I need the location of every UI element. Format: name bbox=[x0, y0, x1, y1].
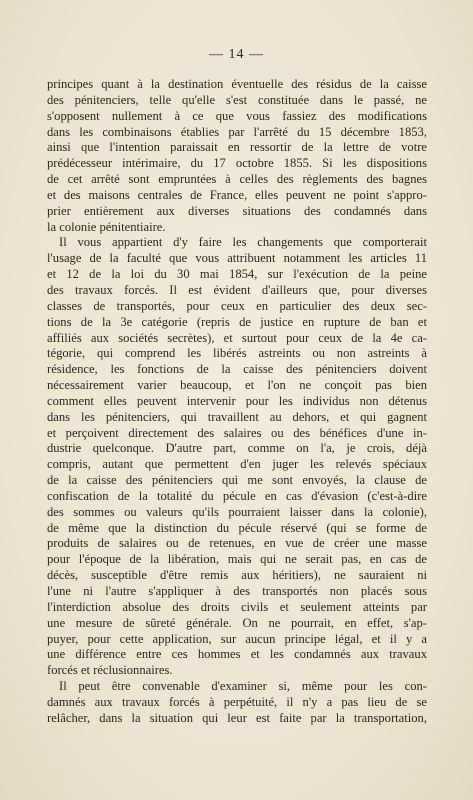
text-line: dans les combinaisons établies par l'arrêté du 15 décembre 1853, bbox=[47, 124, 427, 139]
text-line: nécessairement varier beaucoup, et l'on ne conçoit pas bien bbox=[47, 378, 427, 393]
text-line: tions de la 3e catégorie (repris de justice en rupture de ban et bbox=[47, 314, 427, 329]
text-line: comment elles peuvent intervenir pour les individus non détenus bbox=[47, 393, 427, 408]
text-line: produits de salaires ou de retenues, en vue de créer une masse bbox=[47, 536, 427, 551]
text-line: principes quant à la destination éventuelle des résidus de la caisse bbox=[47, 77, 427, 91]
text-line: confiscation de la totalité du pécule en cas d'évasion (c'est-à-dire bbox=[47, 488, 427, 503]
text-line: de cet arrêté sont empruntées à celles des règlements des bagnes bbox=[47, 172, 427, 187]
text-line: des pénitenciers, telle qu'elle s'est constituée dans le passé, ne bbox=[47, 92, 427, 107]
text-line: classes de transportés, pour ceux en particulier des deux sec- bbox=[47, 298, 427, 313]
text-line: tégorie, qui comprend les libérés astreints ou non astreints à bbox=[47, 346, 427, 361]
text-line: une différence entre ces hommes et les condamnés aux travaux bbox=[47, 647, 427, 662]
page-number: — 14 — bbox=[209, 47, 264, 62]
text-line: compris, autant que permettent d'en juger les relevés spéciaux bbox=[47, 457, 427, 472]
text-line: et 12 de la loi du 30 mai 1854, sur l'exécution de la peine bbox=[47, 267, 427, 282]
text-line: l'usage de la faculté que vous attribuent notamment les articles 11 bbox=[47, 251, 427, 266]
text-line: puyer, pour cette application, sur aucun principe légal, et il y a bbox=[47, 631, 427, 646]
text-line: de la caisse des pénitenciers qui me sont envoyés, la clause de bbox=[47, 473, 427, 488]
text-line: de même que la distinction du pécule réservé (qui se forme de bbox=[47, 520, 427, 535]
text-line: la colonie pénitentiaire. bbox=[47, 219, 166, 234]
text-line: l'une ni l'autre s'appliquer à des transportés non placés sous bbox=[47, 584, 427, 598]
text-line: et perçoivent directement des salaires ou des bénéfices d'une in- bbox=[47, 425, 427, 440]
text-line: prier entièrement aux diverses situations des condamnés dans bbox=[47, 203, 427, 218]
text-line: Il peut être convenable d'examiner si, même pour les con- bbox=[59, 679, 427, 694]
text-line: dustrie quelconque. D'autre part, comme on l'a, je crois, déjà bbox=[47, 441, 427, 456]
text-line: pour l'époque de la libération, mais qui ne serait pas, en cas de bbox=[47, 552, 427, 567]
text-line: Il vous appartient d'y faire les changements que comporterait bbox=[59, 235, 427, 250]
text-line: une mesure de sûreté générale. On ne pourrait, en effet, s'ap- bbox=[47, 615, 427, 630]
text-line: l'interdiction absolue des droits civils et seulement atteints par bbox=[47, 599, 427, 614]
text-line: forcés et réclusionnaires. bbox=[47, 663, 173, 678]
text-line: dans les pénitenciers, qui travaillent au dehors, et qui gagnent bbox=[47, 409, 427, 424]
text-line: des sommes ou valeurs qu'ils pourraient laisser dans la colonie), bbox=[47, 504, 427, 519]
text-line: et des maisons centrales de France, elles peuvent ne point s'appro- bbox=[47, 187, 427, 202]
text-line: damnés aux travaux forcés à perpétuité, il n'y a pas lieu de se bbox=[47, 694, 427, 709]
text-line: résidence, les fonctions de la caisse des pénitenciers doivent bbox=[47, 362, 427, 377]
text-line: des travaux forcés. Il est évident d'ailleurs que, pour diverses bbox=[47, 282, 427, 297]
text-line: prédécesseur intérimaire, du 17 octobre 1855. Si les dispositions bbox=[47, 156, 427, 171]
text-line: s'opposent nullement à ce que vous fassiez des modifications bbox=[47, 108, 427, 123]
text-line: ainsi que l'intention paraissait en ressortir de la lettre de votre bbox=[47, 140, 427, 155]
text-line: relâcher, dans la situation qui leur est faite par la transportation, bbox=[47, 710, 427, 725]
text-line: affiliés aux sociétés secrètes), et surtout pour ceux de la 4e ca- bbox=[47, 330, 427, 345]
text-line: décès, susceptible d'être remis aux héritiers), ne sauraient ni bbox=[47, 568, 427, 583]
body-text bbox=[47, 77, 427, 727]
